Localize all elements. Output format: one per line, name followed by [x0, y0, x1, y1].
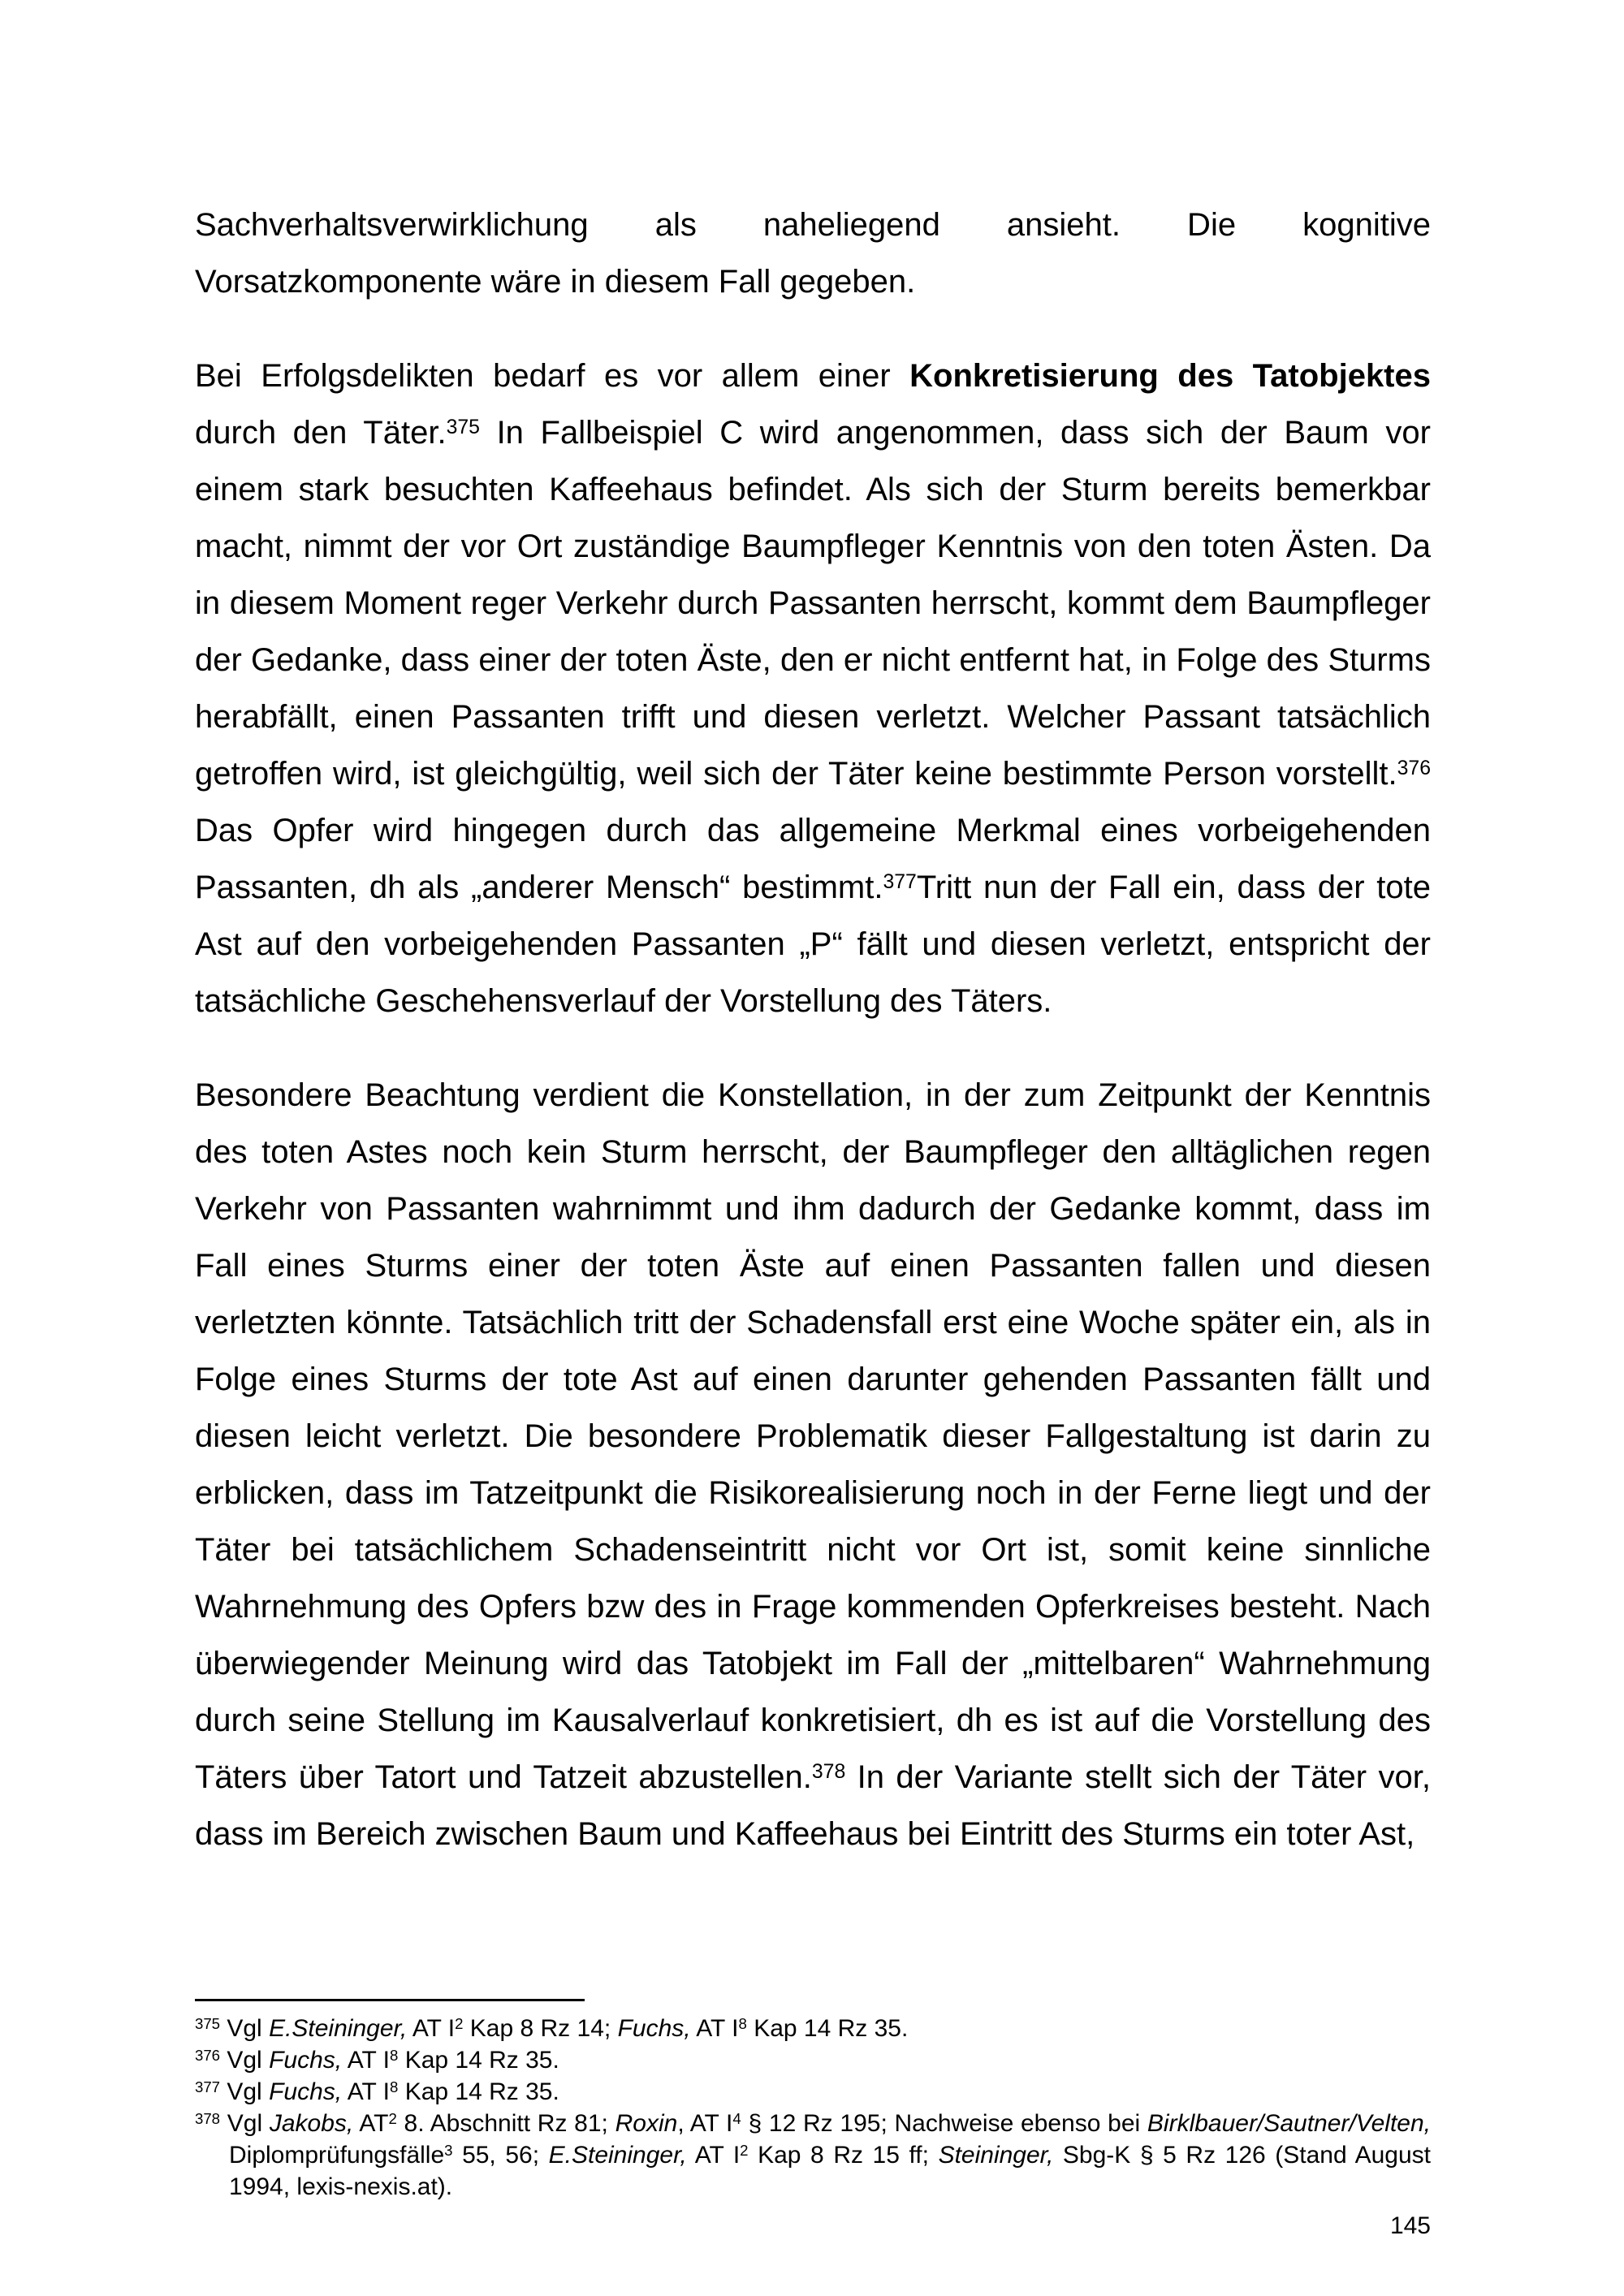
footnote-area — [195, 1999, 1431, 2203]
body-paragraph: Sachverhaltsverwirklichung als naheliegend ansieht. Die kognitive Vorsatzkomponente wäre in diesem Fall gegeben. — [195, 207, 1431, 300]
footnote-text: Vgl E.Steininger, AT $I^2$ Kap 8 Rz 14; Fuchs, AT $I^8$ Kap 14 Rz 35. — [220, 2014, 909, 2042]
footnote — [195, 2044, 1431, 2076]
footnote-text: Vgl Fuchs, AT $I^8$ Kap 14 Rz 35. — [220, 2078, 559, 2105]
footnote-number: 377 — [195, 2078, 221, 2095]
footnote-text: Vgl Jakobs, $AT^2$ 8. Abschnitt Rz 81; Roxin, AT $I^4$ § 12 Rz 195; Nachweise ebenso bei Birklbauer/Sautner/Velten, Diplomprüfungsfälle$^3$ 55, 56; E.Steininger, AT $I^2$ Kap 8 Rz 15 ff; Steininger, Sbg-K § 5 Rz 126 (Stand August 1994, lexis-nexis.at). — [220, 2109, 1432, 2200]
footnote — [195, 2076, 1431, 2108]
footnote — [195, 2013, 1431, 2044]
body-paragraph: Besondere Beachtung verdient die Konstellation, in der zum Zeitpunkt der Kenntnis des toten Astes noch kein Sturm herrscht, der Baumpfleger den alltäglichen regen Verkehr von Passanten wahrnimmt und ihm dadurch der Gedanke kommt, dass im Fall eines Sturms einer der toten Äste auf einen Passanten fallen und diesen verletzten könnte. Tatsächlich tritt der Schadensfall erst eine Woche später ein, als in Folge eines Sturms der tote Ast auf einen darunter gehenden Passanten fällt und diesen leicht verletzt. Die besondere Problematik dieser Fallgestaltung ist darin zu erblicken, dass im Tatzeitpunkt die Risikorealisierung noch in der Ferne liegt und der Täter bei tatsächlichem Schadenseintritt nicht vor Ort ist, somit keine sinnliche Wahrnehmung des Opfers bzw des in Frage kommenden Opferkreises besteht. Nach überwiegender Meinung wird das Tatobjekt im Fall der „mittelbaren“ Wahrnehmung durch seine Stellung im Kausalverlauf konkretisiert, dh es ist auf die Vorstellung des Täters über Tatort und Tatzeit abzustellen.$^{378}$ In der Variante stellt sich der Täter vor, dass im Bereich zwischen Baum und Kaffeehaus bei Eintritt des Sturms ein toter Ast, — [195, 1077, 1431, 1852]
page-number: 145 — [1389, 2212, 1431, 2239]
footnote-text: Vgl Fuchs, AT $I^8$ Kap 14 Rz 35. — [220, 2046, 559, 2074]
footnote-separator — [195, 1999, 585, 2001]
footnote-number: 378 — [195, 2109, 221, 2127]
body-paragraph: Bei Erfolgsdelikten bedarf es vor allem einer Konkretisierung des Tatobjektes durch den Täter.$^{375}$ In Fallbeispiel C wird angenommen, dass sich der Baum vor einem stark besuchten Kaffeehaus befindet. Als sich der Sturm bereits bemerkbar macht, nimmt der vor Ort zuständige Baumpfleger Kenntnis von den toten Ästen. Da in diesem Moment reger Verkehr durch Passanten herrscht, kommt dem Baumpfleger der Gedanke, dass einer der toten Äste, den er nicht entfernt hat, in Folge des Sturms herabfällt, einen Passanten trifft und diesen verletzt. Welcher Passant tatsächlich getroffen wird, ist gleichgültig, weil sich der Täter keine bestimmte Person vorstellt.$^{376}$ Das Opfer wird hingegen durch das allgemeine Merkmal eines vorbeigehenden Passanten, dh als „anderer Mensch“ bestimmt.$^{377}$Tritt nun der Fall ein, dass der tote Ast auf den vorbeigehenden Passanten „P“ fällt und diesen verletzt, entspricht der tatsächliche Geschehensverlauf der Vorstellung des Täters. — [195, 358, 1431, 1019]
footnote — [195, 2108, 1431, 2203]
footnote-number: 375 — [195, 2014, 221, 2032]
document-body — [195, 196, 1431, 1900]
footnote-number: 376 — [195, 2046, 221, 2064]
